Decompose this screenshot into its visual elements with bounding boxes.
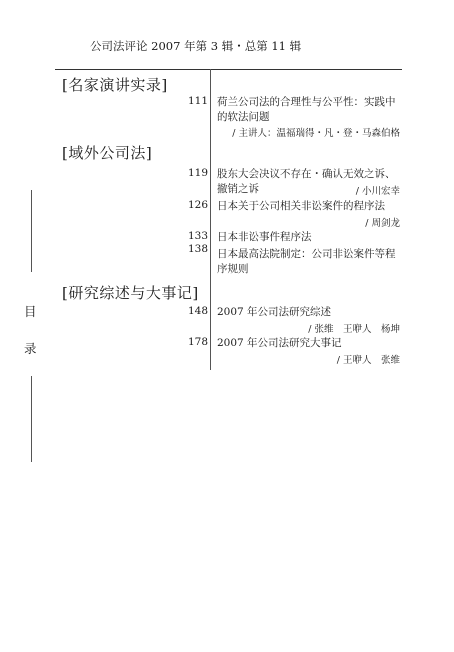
toc-entry-title: 2007 年公司法研究大事记 [217,337,342,349]
side-line-upper [31,190,32,272]
toc-entry-author: / 小川宏幸 [355,186,400,197]
column-divider [210,69,211,370]
section-title-foreign-company-law: [域外公司法] [62,144,153,162]
side-line-lower [31,376,32,462]
toc-entry-title: 日本最高法院制定：公司非讼案件等程序规则 [217,248,396,275]
side-label-char-1: 目 [24,304,37,319]
toc-entry-title: 股东大会决议不存在・确认无效之诉、撤销之诉 [217,168,396,195]
section-title-research-review: [研究综述与大事记] [62,284,199,302]
toc-entry-author: / 周剑龙 [365,218,400,229]
toc-entry-author: / 王咿人 张维 [336,355,400,366]
toc-entry-title: 荷兰公司法的合理性与公平性：实践中的软法问题 [217,96,396,123]
toc-page-number: 148 [187,305,208,317]
side-label-char-2: 录 [24,341,37,356]
toc-page-number: 111 [187,95,208,107]
toc-entry-author: / 张维 王咿人 杨坤 [308,324,400,335]
toc-page-number: 133 [187,230,208,242]
toc-entry-title: 2007 年公司法研究综述 [217,306,332,318]
top-rule [55,69,402,70]
toc-entry-title: 日本非讼事件程序法 [217,231,312,243]
toc-entry-title: 日本关于公司相关非讼案件的程序法 [217,200,385,212]
toc-entry-author: / 主讲人：温福瑞得・凡・登・马森伯格 [232,128,400,139]
toc-page-number: 126 [187,199,208,211]
section-title-masters-lectures: [名家演讲实录] [62,76,168,94]
toc-page-number: 119 [187,167,208,179]
toc-page-number: 178 [187,336,208,348]
running-head: 公司法评论 2007 年第 3 辑・总第 11 辑 [90,39,302,53]
toc-page-number: 138 [187,243,208,255]
